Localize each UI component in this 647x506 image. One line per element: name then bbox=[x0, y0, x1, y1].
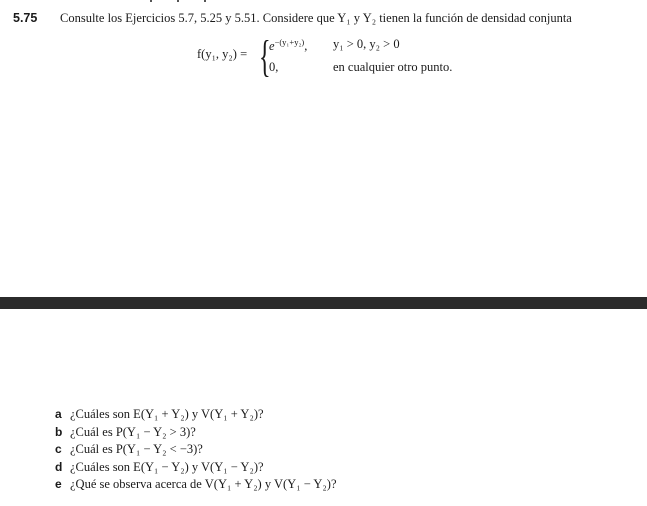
case1-value bbox=[269, 37, 307, 54]
case1-exponent: −(y₁+y₂) bbox=[274, 37, 305, 47]
question-list bbox=[55, 406, 337, 494]
case2-value: 0, bbox=[269, 60, 279, 74]
problem-statement: Consulte los Ejercicios 5.7, 5.25 y 5.51. Considere que Y₁ y Y₂ tienen la función de densidad conjunta bbox=[60, 11, 572, 25]
question-letter: d bbox=[55, 459, 63, 474]
question-d bbox=[55, 459, 337, 477]
formula-lhs: f(y₁, y₂) = bbox=[197, 47, 248, 61]
question-text: ¿Cuál es P(Y₁ − Y₂ < −3)? bbox=[70, 442, 203, 457]
question-a bbox=[55, 406, 337, 424]
case1-base: e bbox=[269, 39, 275, 54]
question-e bbox=[55, 476, 337, 494]
page-divider bbox=[0, 297, 647, 309]
question-text: ¿Cuáles son E(Y₁ + Y₂) y V(Y₁ + Y₂)? bbox=[70, 407, 264, 421]
case1-comma: , bbox=[304, 39, 308, 54]
top-crop-marks bbox=[150, 0, 210, 2]
question-letter: c bbox=[55, 442, 62, 457]
question-letter: b bbox=[55, 424, 63, 439]
question-text: ¿Cuál es P(Y₁ − Y₂ > 3)? bbox=[70, 424, 196, 439]
question-text: ¿Cuáles son E(Y₁ − Y₂) y V(Y₁ − Y₂)? bbox=[70, 459, 264, 474]
question-text: ¿Qué se observa acerca de V(Y₁ + Y₂) y V(Y₁ − Y₂)? bbox=[70, 477, 337, 492]
question-b bbox=[55, 424, 337, 442]
problem-number: 5.75 bbox=[13, 11, 38, 25]
piecewise-brace: { bbox=[259, 32, 271, 81]
density-formula bbox=[197, 33, 497, 83]
case2-condition: en cualquier otro punto. bbox=[333, 60, 453, 74]
question-letter: e bbox=[55, 477, 62, 492]
case1-condition: y₁ > 0, y₂ > 0 bbox=[333, 37, 400, 51]
question-letter: a bbox=[55, 407, 62, 421]
question-c bbox=[55, 441, 337, 459]
